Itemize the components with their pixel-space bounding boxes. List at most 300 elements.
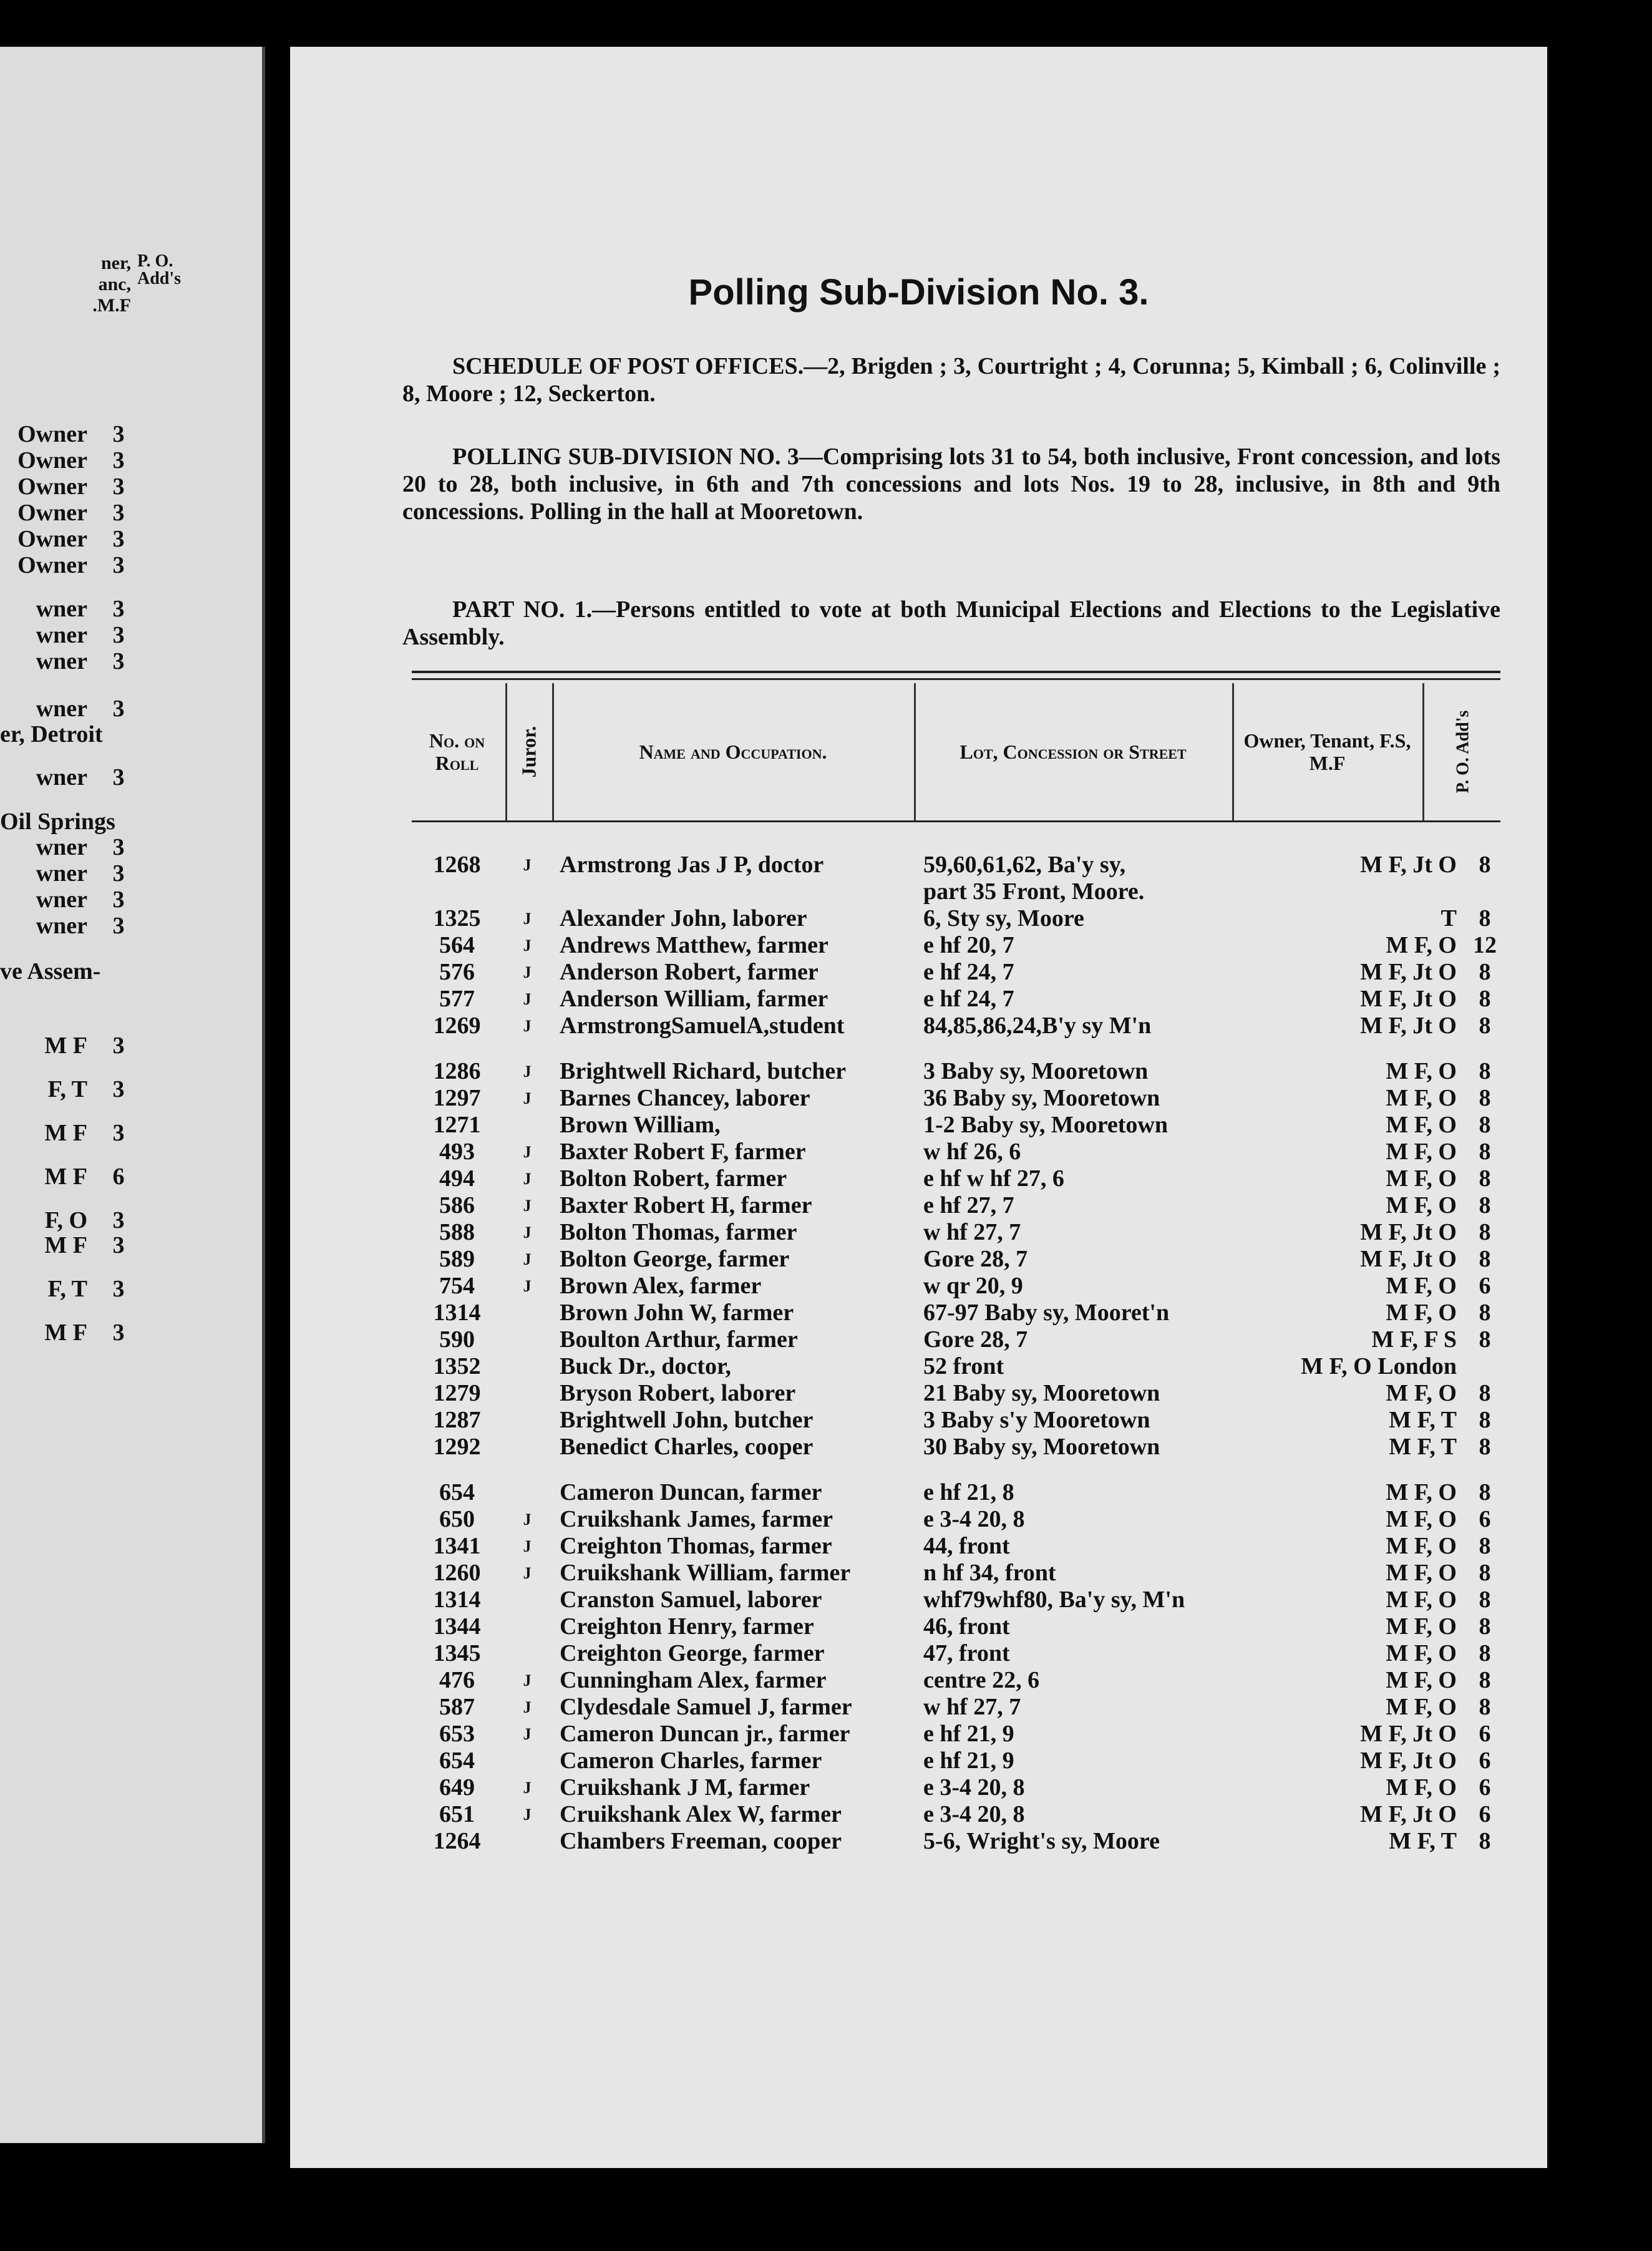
facing-row-po: 3 xyxy=(112,622,125,648)
roll-cell: 1269 xyxy=(433,1013,481,1039)
lot-cell: 67-97 Baby sy, Mooret'n xyxy=(923,1300,1170,1326)
header-rule xyxy=(412,671,1500,673)
roll-cell: 651 xyxy=(439,1801,475,1827)
lot-cell: 30 Baby sy, Mooretown xyxy=(923,1434,1160,1460)
lot-cell: 59,60,61,62, Ba'y sy, xyxy=(923,852,1126,878)
owner-cell: M F, O xyxy=(1386,1774,1457,1801)
facing-row-text: wner xyxy=(36,834,87,860)
po-cell: 8 xyxy=(1479,986,1491,1012)
owner-cell: M F, Jt O xyxy=(1360,852,1457,878)
table-row xyxy=(412,1721,1500,1748)
owner-cell: M F, O xyxy=(1386,1506,1457,1532)
juror-cell: J xyxy=(523,1510,532,1529)
facing-row-text: Owner xyxy=(17,447,87,474)
facing-page-row xyxy=(0,526,143,552)
name-cell: Bolton Robert, farmer xyxy=(560,1165,787,1192)
facing-page-row xyxy=(0,447,143,474)
part-description xyxy=(402,596,1500,651)
po-cell: 6 xyxy=(1479,1748,1491,1774)
name-cell: Cameron Duncan jr., farmer xyxy=(560,1721,850,1747)
lot-cell: e hf 24, 7 xyxy=(923,959,1014,985)
roll-cell: 1352 xyxy=(433,1353,481,1379)
name-cell: Armstrong Jas J P, doctor xyxy=(560,852,824,878)
owner-cell: M F, O xyxy=(1386,1085,1457,1111)
facing-row-text: wner xyxy=(36,913,87,939)
po-cell: 8 xyxy=(1479,1828,1491,1854)
juror-cell: J xyxy=(523,1277,532,1295)
facing-owner-header xyxy=(6,253,131,316)
document-page xyxy=(290,47,1547,2168)
lot-cell: w qr 20, 9 xyxy=(923,1273,1023,1299)
table-row xyxy=(412,1667,1500,1694)
table-row xyxy=(412,905,1500,932)
name-cell: Anderson William, farmer xyxy=(560,986,828,1012)
table-row xyxy=(412,878,1500,905)
table-row xyxy=(412,1587,1500,1613)
facing-row-text: F, O xyxy=(44,1207,87,1233)
lot-cell: e 3-4 20, 8 xyxy=(923,1506,1025,1532)
table-row xyxy=(412,1479,1500,1506)
table-row xyxy=(412,1748,1500,1774)
name-cell: Creighton Thomas, farmer xyxy=(560,1533,832,1559)
table-header xyxy=(412,671,1500,833)
po-cell: 8 xyxy=(1479,1112,1491,1138)
name-cell: Cameron Duncan, farmer xyxy=(560,1479,822,1505)
lot-cell: e hf 20, 7 xyxy=(923,932,1014,958)
po-cell: 8 xyxy=(1479,1192,1491,1218)
po-cell: 8 xyxy=(1479,852,1491,878)
table-row xyxy=(412,1694,1500,1721)
name-cell: Creighton George, farmer xyxy=(560,1640,825,1666)
roll-cell: 1325 xyxy=(433,905,481,931)
lot-cell: w hf 27, 7 xyxy=(923,1219,1021,1245)
col-name-header: Name and Occupation. xyxy=(639,741,827,763)
juror-cell: J xyxy=(523,1671,532,1689)
facing-page xyxy=(0,47,265,2143)
name-cell: Brown Alex, farmer xyxy=(560,1273,762,1299)
roll-cell: 1292 xyxy=(433,1434,481,1460)
lot-cell: w hf 27, 7 xyxy=(923,1694,1021,1720)
facing-row-po: 3 xyxy=(112,474,125,500)
table-row xyxy=(412,1533,1500,1560)
lot-cell: 47, front xyxy=(923,1640,1010,1666)
name-cell: Baxter Robert F, farmer xyxy=(560,1139,806,1165)
facing-row-text: M F xyxy=(44,1120,87,1146)
facing-row-po: 3 xyxy=(112,1232,125,1258)
column-divider xyxy=(1232,683,1234,820)
name-cell: Benedict Charles, cooper xyxy=(560,1434,814,1460)
lot-cell: 21 Baby sy, Mooretown xyxy=(923,1380,1160,1406)
table-row xyxy=(412,1434,1500,1461)
po-cell: 8 xyxy=(1479,1246,1491,1272)
roll-cell: 494 xyxy=(439,1165,475,1192)
juror-cell: J xyxy=(523,1806,532,1824)
owner-cell: M F, T xyxy=(1389,1434,1457,1460)
column-divider xyxy=(1422,683,1424,820)
facing-page-row xyxy=(0,500,143,526)
schedule-text: SCHEDULE OF POST OFFICES.—2, Brigden ; 3, Courtright ; 4, Corunna; 5, Kimball ; 6, Colinville ; 8, Moore ; 12, Seckerton. xyxy=(402,353,1500,407)
table-row xyxy=(412,1326,1500,1353)
name-cell: Chambers Freeman, cooper xyxy=(560,1828,842,1854)
lot-cell: part 35 Front, Moore. xyxy=(923,878,1145,905)
name-cell: Bryson Robert, laborer xyxy=(560,1380,796,1406)
po-cell: 6 xyxy=(1479,1721,1491,1747)
juror-cell: J xyxy=(523,1698,532,1716)
lot-cell: e hf 24, 7 xyxy=(923,986,1014,1012)
col-po-header xyxy=(1426,689,1500,814)
facing-page-row xyxy=(0,721,103,748)
facing-row-po: 3 xyxy=(112,913,125,939)
juror-cell: J xyxy=(523,963,532,981)
po-cell: 8 xyxy=(1479,1407,1491,1433)
owner-cell: M F, O xyxy=(1386,1380,1457,1406)
juror-cell: J xyxy=(523,1223,532,1242)
name-cell: Anderson Robert, farmer xyxy=(560,959,819,985)
table-row xyxy=(412,1828,1500,1855)
name-cell: Bolton George, farmer xyxy=(560,1246,790,1272)
facing-row-text: wner xyxy=(36,596,87,622)
header-rule xyxy=(412,678,1500,680)
facing-row-po: 3 xyxy=(112,500,125,526)
facing-page-row xyxy=(0,834,143,860)
facing-row-text: er, Detroit xyxy=(0,721,103,747)
roll-cell: 1287 xyxy=(433,1407,481,1433)
lot-cell: 5-6, Wright's sy, Moore xyxy=(923,1828,1160,1854)
facing-page-row xyxy=(0,622,143,648)
juror-cell: J xyxy=(523,1062,532,1081)
po-cell: 8 xyxy=(1479,1613,1491,1640)
facing-row-text: F, T xyxy=(47,1276,87,1302)
table-row xyxy=(412,1353,1500,1380)
owner-cell: M F, O London xyxy=(1301,1353,1457,1379)
owner-cell: M F, T xyxy=(1389,1407,1457,1433)
table-row xyxy=(412,1085,1500,1112)
facing-row-po: 3 xyxy=(112,648,125,674)
table-row xyxy=(412,1112,1500,1139)
roll-cell: 654 xyxy=(439,1479,475,1505)
lot-cell: e hf 21, 9 xyxy=(923,1721,1014,1747)
name-cell: Brightwell John, butcher xyxy=(560,1407,814,1433)
polling-description-text: POLLING SUB-DIVISION NO. 3—Comprising lots 31 to 54, both inclusive, Front concession, and lots 20 to 28, both inclusive, in 6th and 7th concessions and lots Nos. 19 to 28, inclusive, in 8th and 9th concessions. Polling in the hall at Mooretown. xyxy=(402,444,1500,525)
facing-row-text: Owner xyxy=(17,421,87,447)
roll-cell: 1260 xyxy=(433,1560,481,1586)
lot-cell: 3 Baby sy, Mooretown xyxy=(923,1058,1149,1084)
facing-row-text: Oil Springs xyxy=(0,809,115,835)
table-row xyxy=(412,1506,1500,1533)
lot-cell: e hf 27, 7 xyxy=(923,1192,1014,1218)
table-row xyxy=(412,1165,1500,1192)
owner-cell: M F, O xyxy=(1386,1613,1457,1640)
facing-page-row xyxy=(0,887,143,913)
roll-cell: 586 xyxy=(439,1192,475,1218)
name-cell: Cruikshank James, farmer xyxy=(560,1506,833,1532)
owner-cell: M F, Jt O xyxy=(1360,986,1457,1012)
table-row xyxy=(412,1192,1500,1219)
facing-row-text: M F xyxy=(44,1033,87,1059)
lot-cell: e hf 21, 9 xyxy=(923,1748,1014,1774)
lot-cell: 46, front xyxy=(923,1613,1010,1640)
owner-cell: M F, Jt O xyxy=(1360,1748,1457,1774)
po-cell: 6 xyxy=(1479,1774,1491,1801)
po-cell: 8 xyxy=(1479,1058,1491,1084)
po-cell: 8 xyxy=(1479,959,1491,985)
table-row xyxy=(412,1273,1500,1300)
owner-cell: M F, O xyxy=(1386,1640,1457,1666)
owner-cell: M F, O xyxy=(1386,1192,1457,1218)
name-cell: Barnes Chancey, laborer xyxy=(560,1085,810,1111)
facing-header-line: .M.F xyxy=(92,295,131,316)
facing-page-row xyxy=(0,808,115,835)
roll-cell: 1264 xyxy=(433,1828,481,1854)
po-cell: 8 xyxy=(1479,1013,1491,1039)
po-cell: 8 xyxy=(1479,1139,1491,1165)
facing-row-text: F, T xyxy=(47,1076,87,1102)
owner-cell: M F, O xyxy=(1386,1165,1457,1192)
col-lot-header: Lot, Concession or Street xyxy=(960,741,1187,763)
table-row xyxy=(412,1407,1500,1434)
name-cell: Cruikshank William, farmer xyxy=(560,1560,851,1586)
lot-cell: w hf 26, 6 xyxy=(923,1139,1021,1165)
col-juror-header xyxy=(508,689,549,814)
table-row xyxy=(412,1801,1500,1828)
juror-cell: J xyxy=(523,1089,532,1107)
roll-cell: 1345 xyxy=(433,1640,481,1666)
facing-row-po: 3 xyxy=(112,552,125,578)
facing-page-row xyxy=(0,1276,143,1302)
juror-cell: J xyxy=(523,1779,532,1797)
facing-page-row xyxy=(0,474,143,500)
table-row xyxy=(412,986,1500,1013)
name-cell: Cruikshank Alex W, farmer xyxy=(560,1801,842,1827)
name-cell: Cruikshank J M, farmer xyxy=(560,1774,810,1801)
lot-cell: 52 front xyxy=(923,1353,1004,1379)
name-cell: Cranston Samuel, laborer xyxy=(560,1587,822,1613)
roll-cell: 1279 xyxy=(433,1380,481,1406)
juror-cell: J xyxy=(523,1537,532,1555)
facing-page-row xyxy=(0,1120,143,1146)
table-row xyxy=(412,1560,1500,1587)
lot-cell: e hf 21, 8 xyxy=(923,1479,1014,1505)
owner-cell: T xyxy=(1441,905,1457,931)
lot-cell: Gore 28, 7 xyxy=(923,1326,1028,1353)
po-cell: 8 xyxy=(1479,1560,1491,1586)
facing-row-po: 3 xyxy=(112,1276,125,1302)
facing-page-row xyxy=(0,1207,143,1233)
owner-cell: M F, O xyxy=(1386,1112,1457,1138)
name-cell: Clydesdale Samuel J, farmer xyxy=(560,1694,852,1720)
owner-cell: M F, Jt O xyxy=(1360,1801,1457,1827)
facing-page-row xyxy=(0,958,100,985)
po-cell: 8 xyxy=(1479,1326,1491,1353)
lot-cell: 3 Baby s'y Mooretown xyxy=(923,1407,1150,1433)
facing-page-row xyxy=(0,764,143,790)
po-cell: 8 xyxy=(1479,1640,1491,1666)
roll-cell: 1314 xyxy=(433,1587,481,1613)
juror-cell: J xyxy=(523,1725,532,1743)
column-divider xyxy=(914,683,916,820)
roll-cell: 650 xyxy=(439,1506,475,1532)
roll-cell: 1341 xyxy=(433,1533,481,1559)
column-divider xyxy=(552,683,554,820)
facing-row-text: wner xyxy=(36,764,87,790)
facing-row-text: ve Assem- xyxy=(0,958,101,985)
facing-row-po: 3 xyxy=(112,596,125,622)
lot-cell: 6, Sty sy, Moore xyxy=(923,905,1084,931)
owner-cell: M F, O xyxy=(1386,1667,1457,1693)
schedule-paragraph xyxy=(402,352,1500,407)
table-row xyxy=(412,959,1500,986)
facing-page-row xyxy=(0,913,143,939)
facing-row-text: wner xyxy=(36,648,87,674)
roll-cell: 564 xyxy=(439,932,475,958)
facing-row-po: 3 xyxy=(112,421,125,447)
table-row xyxy=(412,1139,1500,1165)
table-row xyxy=(412,1380,1500,1407)
roll-cell: 654 xyxy=(439,1748,475,1774)
facing-row-text: Owner xyxy=(17,474,87,500)
name-cell: Cunningham Alex, farmer xyxy=(560,1667,827,1693)
po-cell: 8 xyxy=(1479,1533,1491,1559)
roll-cell: 590 xyxy=(439,1326,475,1353)
juror-cell: J xyxy=(523,1250,532,1268)
roll-cell: 649 xyxy=(439,1774,475,1801)
po-cell: 8 xyxy=(1479,1667,1491,1693)
facing-page-row xyxy=(0,421,143,447)
part-description-text: PART NO. 1.—Persons entitled to vote at both Municipal Elections and Elections to the Legislative Assembly. xyxy=(402,596,1500,650)
po-cell: 8 xyxy=(1479,1434,1491,1460)
col-juror-label: Juror. xyxy=(517,726,540,778)
roll-cell: 1344 xyxy=(433,1613,481,1640)
po-cell: 8 xyxy=(1479,1479,1491,1505)
po-cell: 6 xyxy=(1479,1506,1491,1532)
table-row xyxy=(412,1058,1500,1085)
roll-cell: 1314 xyxy=(433,1300,481,1326)
lot-cell: e 3-4 20, 8 xyxy=(923,1774,1025,1801)
name-cell: Brown William, xyxy=(560,1112,721,1138)
name-cell: Creighton Henry, farmer xyxy=(560,1613,814,1640)
polling-description xyxy=(402,443,1500,525)
column-divider xyxy=(505,683,507,820)
facing-row-text: Owner xyxy=(17,552,87,578)
facing-row-po: 3 xyxy=(112,1207,125,1233)
name-cell: Alexander John, laborer xyxy=(560,905,807,931)
roll-cell: 588 xyxy=(439,1219,475,1245)
facing-row-po: 3 xyxy=(112,860,125,887)
facing-page-row xyxy=(0,648,143,674)
roll-cell: 1286 xyxy=(433,1058,481,1084)
juror-cell: J xyxy=(523,1564,532,1582)
juror-cell: J xyxy=(523,1017,532,1035)
owner-cell: M F, F S xyxy=(1371,1326,1457,1353)
facing-header-line: ner, xyxy=(100,253,131,273)
facing-row-po: 3 xyxy=(112,447,125,474)
owner-cell: M F, O xyxy=(1386,1300,1457,1326)
owner-cell: M F, O xyxy=(1386,1479,1457,1505)
facing-row-text: wner xyxy=(36,887,87,913)
lot-cell: Gore 28, 7 xyxy=(923,1246,1028,1272)
owner-cell: M F, Jt O xyxy=(1360,1219,1457,1245)
roll-cell: 1271 xyxy=(433,1112,481,1138)
owner-cell: M F, O xyxy=(1386,1058,1457,1084)
lot-cell: 1-2 Baby sy, Mooretown xyxy=(923,1112,1168,1138)
roll-cell: 476 xyxy=(439,1667,475,1693)
facing-row-po: 3 xyxy=(112,696,125,722)
po-cell: 12 xyxy=(1473,932,1497,958)
facing-page-row xyxy=(0,1033,143,1059)
facing-page-row xyxy=(0,1076,143,1102)
table-row xyxy=(412,1219,1500,1246)
po-cell: 8 xyxy=(1479,1165,1491,1192)
lot-cell: centre 22, 6 xyxy=(923,1667,1040,1693)
name-cell: Bolton Thomas, farmer xyxy=(560,1219,797,1245)
table-row xyxy=(412,1774,1500,1801)
col-po-label: P. O. Add's xyxy=(1453,710,1472,794)
lot-cell: e hf w hf 27, 6 xyxy=(923,1165,1064,1192)
juror-cell: J xyxy=(523,856,532,874)
facing-row-po: 6 xyxy=(112,1164,125,1190)
name-cell: Baxter Robert H, farmer xyxy=(560,1192,812,1218)
facing-header-line: anc, xyxy=(98,274,131,294)
lot-cell: whf79whf80, Ba'y sy, M'n xyxy=(923,1587,1185,1613)
table-row xyxy=(412,1613,1500,1640)
roll-cell: 754 xyxy=(439,1273,475,1299)
lot-cell: n hf 34, front xyxy=(923,1560,1056,1586)
table-row xyxy=(412,932,1500,959)
facing-row-po: 3 xyxy=(112,887,125,913)
juror-cell: J xyxy=(523,990,532,1008)
facing-page-row xyxy=(0,696,143,722)
header-rule xyxy=(412,820,1500,822)
facing-page-row xyxy=(0,860,143,887)
facing-row-po: 3 xyxy=(112,1320,125,1346)
name-cell: Boulton Arthur, farmer xyxy=(560,1326,798,1353)
facing-row-po: 3 xyxy=(112,834,125,860)
roll-cell: 1268 xyxy=(433,852,481,878)
table-row xyxy=(412,1013,1500,1039)
facing-row-po: 3 xyxy=(112,1076,125,1102)
table-row xyxy=(412,852,1500,878)
owner-cell: M F, O xyxy=(1386,1587,1457,1613)
po-cell: 6 xyxy=(1479,1801,1491,1827)
facing-row-text: wner xyxy=(36,622,87,648)
roll-cell: 653 xyxy=(439,1721,475,1747)
owner-cell: M F, Jt O xyxy=(1360,1246,1457,1272)
juror-cell: J xyxy=(523,1197,532,1215)
table-row xyxy=(412,1640,1500,1667)
facing-page-row xyxy=(0,1232,143,1258)
po-cell: 8 xyxy=(1479,1587,1491,1613)
owner-cell: M F, Jt O xyxy=(1360,1013,1457,1039)
owner-cell: M F, O xyxy=(1386,1273,1457,1299)
lot-cell: e 3-4 20, 8 xyxy=(923,1801,1025,1827)
owner-cell: M F, Jt O xyxy=(1360,959,1457,985)
facing-row-text: wner xyxy=(36,860,87,887)
po-cell: 6 xyxy=(1479,1273,1491,1299)
roll-cell: 493 xyxy=(439,1139,475,1165)
facing-row-po: 3 xyxy=(112,1120,125,1146)
juror-cell: J xyxy=(523,1170,532,1188)
po-cell: 8 xyxy=(1479,1380,1491,1406)
po-cell: 8 xyxy=(1479,1300,1491,1326)
roll-cell: 576 xyxy=(439,959,475,985)
name-cell: Buck Dr., doctor, xyxy=(560,1353,731,1379)
roll-cell: 589 xyxy=(439,1246,475,1272)
po-cell: 8 xyxy=(1479,1085,1491,1111)
po-cell: 8 xyxy=(1479,1219,1491,1245)
name-cell: Cameron Charles, farmer xyxy=(560,1748,822,1774)
lot-cell: 84,85,86,24,B'y sy M'n xyxy=(923,1013,1152,1039)
name-cell: Brightwell Richard, butcher xyxy=(560,1058,847,1084)
